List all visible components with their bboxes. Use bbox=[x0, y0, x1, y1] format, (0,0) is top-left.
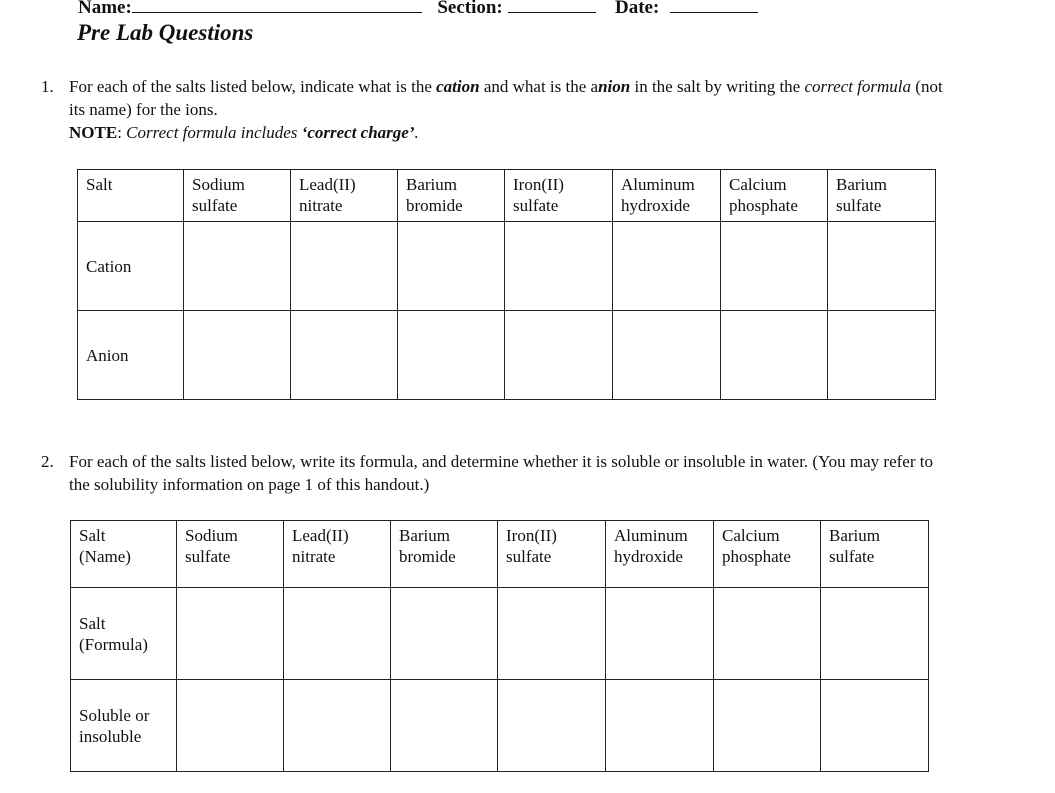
table-row bbox=[78, 222, 936, 311]
question-1 bbox=[41, 75, 949, 144]
answer-cell[interactable] bbox=[606, 680, 714, 772]
answer-cell[interactable] bbox=[391, 680, 498, 772]
header-label: Salt bbox=[78, 170, 184, 222]
answer-cell[interactable] bbox=[721, 222, 828, 311]
salt-header: Barium sulfate bbox=[821, 521, 929, 588]
salt-header: Lead(II) nitrate bbox=[291, 170, 398, 222]
answer-cell[interactable] bbox=[505, 311, 613, 400]
answer-cell[interactable] bbox=[184, 222, 291, 311]
answer-cell[interactable] bbox=[613, 311, 721, 400]
salt-header: Lead(II) nitrate bbox=[284, 521, 391, 588]
name-blank[interactable] bbox=[132, 0, 422, 13]
section-label: Section: bbox=[437, 0, 503, 18]
formula-solubility-table bbox=[70, 520, 929, 772]
answer-cell[interactable] bbox=[714, 680, 821, 772]
table-row bbox=[71, 588, 929, 680]
salt-header: Calcium phosphate bbox=[721, 170, 828, 222]
header-label: Salt (Name) bbox=[71, 521, 177, 588]
answer-cell[interactable] bbox=[828, 311, 936, 400]
row-label-anion: Anion bbox=[78, 311, 184, 400]
table-row bbox=[78, 311, 936, 400]
answer-cell[interactable] bbox=[821, 588, 929, 680]
answer-cell[interactable] bbox=[613, 222, 721, 311]
answer-cell[interactable] bbox=[284, 588, 391, 680]
question-2 bbox=[41, 450, 939, 496]
answer-cell[interactable] bbox=[398, 311, 505, 400]
question-1-note: NOTE: Correct formula includes ‘correct charge’. bbox=[69, 123, 419, 142]
answer-cell[interactable] bbox=[177, 588, 284, 680]
cation-anion-table bbox=[77, 169, 936, 400]
answer-cell[interactable] bbox=[505, 222, 613, 311]
row-label-formula: Salt (Formula) bbox=[71, 588, 177, 680]
answer-cell[interactable] bbox=[291, 311, 398, 400]
answer-cell[interactable] bbox=[391, 588, 498, 680]
question-2-number: 2. bbox=[41, 452, 54, 471]
answer-cell[interactable] bbox=[284, 680, 391, 772]
answer-cell[interactable] bbox=[184, 311, 291, 400]
row-label-solubility: Soluble or insoluble bbox=[71, 680, 177, 772]
salt-header: Calcium phosphate bbox=[714, 521, 821, 588]
salt-header: Barium bromide bbox=[391, 521, 498, 588]
question-1-number: 1. bbox=[41, 77, 54, 96]
salt-header: Sodium sulfate bbox=[184, 170, 291, 222]
salt-header: Barium sulfate bbox=[828, 170, 936, 222]
answer-cell[interactable] bbox=[291, 222, 398, 311]
table-header-row bbox=[71, 521, 929, 588]
answer-cell[interactable] bbox=[714, 588, 821, 680]
answer-cell[interactable] bbox=[177, 680, 284, 772]
answer-cell[interactable] bbox=[498, 588, 606, 680]
salt-header: Iron(II) sulfate bbox=[505, 170, 613, 222]
answer-cell[interactable] bbox=[398, 222, 505, 311]
answer-cell[interactable] bbox=[606, 588, 714, 680]
answer-cell[interactable] bbox=[498, 680, 606, 772]
salt-header: Sodium sulfate bbox=[177, 521, 284, 588]
answer-cell[interactable] bbox=[821, 680, 929, 772]
page-title: Pre Lab Questions bbox=[77, 20, 254, 45]
answer-cell[interactable] bbox=[828, 222, 936, 311]
salt-header: Barium bromide bbox=[398, 170, 505, 222]
salt-header: Iron(II) sulfate bbox=[498, 521, 606, 588]
question-2-text: For each of the salts listed below, write its formula, and determine whether it is soluble or insoluble in water. (You may refer to the solubility information on page 1 of this handout.) bbox=[69, 452, 933, 494]
salt-header: Aluminum hydroxide bbox=[613, 170, 721, 222]
name-label: Name: bbox=[78, 0, 132, 18]
worksheet-header bbox=[78, 0, 758, 19]
table-header-row bbox=[78, 170, 936, 222]
row-label-cation: Cation bbox=[78, 222, 184, 311]
section-blank[interactable] bbox=[508, 0, 596, 13]
date-blank[interactable] bbox=[670, 0, 758, 13]
date-label: Date: bbox=[615, 0, 660, 18]
answer-cell[interactable] bbox=[721, 311, 828, 400]
salt-header: Aluminum hydroxide bbox=[606, 521, 714, 588]
table-row bbox=[71, 680, 929, 772]
question-1-text: For each of the salts listed below, indicate what is the cation and what is the anion in the salt by writing the correct formula (not its name) for the ions. bbox=[69, 77, 943, 119]
